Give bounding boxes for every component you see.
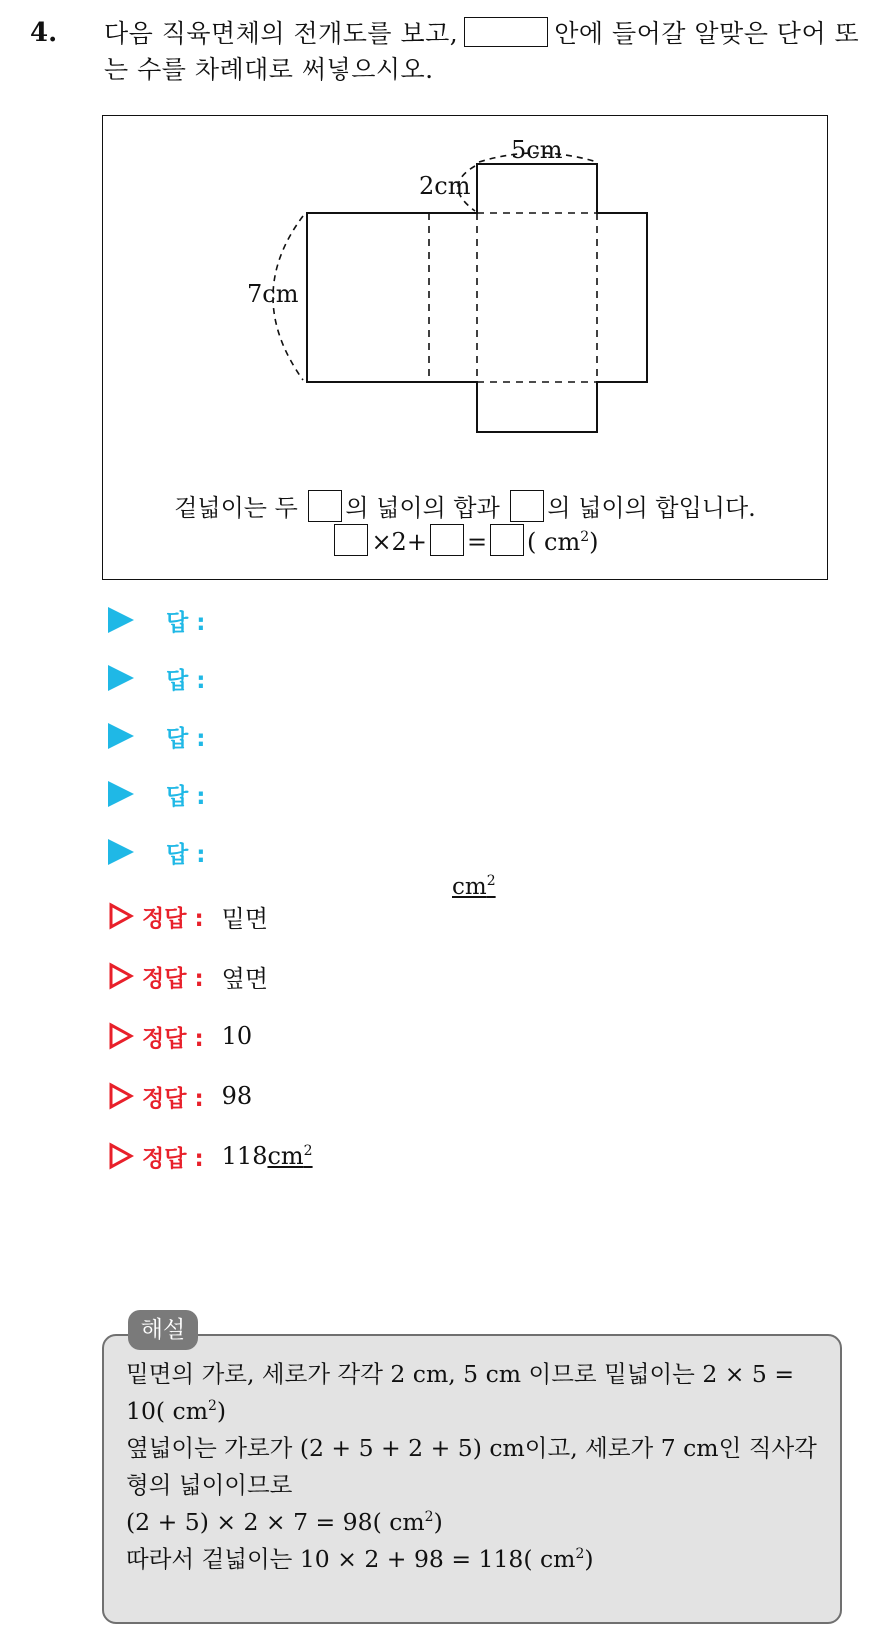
answer-label: 답 : <box>166 609 206 636</box>
play-triangle-icon <box>108 607 134 633</box>
explanation-line: 옆넓이는 가로가 (2 + 5 + 2 + 5) cm이고, 세로가 7 cm인 직사각 <box>126 1434 817 1462</box>
solution-value: 옆면 <box>221 964 269 993</box>
solution-value: 98 <box>221 1082 253 1110</box>
outline-triangle-icon <box>108 1022 134 1050</box>
label-5cm: 5cm <box>511 136 563 164</box>
answer-label: 답 : <box>166 783 206 810</box>
question-number: 4. <box>30 18 58 48</box>
solution-value-unit: $cm^2$ <box>267 1142 313 1170</box>
play-triangle-icon <box>108 665 134 691</box>
solution-row <box>108 956 268 996</box>
play-triangle-icon <box>108 723 134 749</box>
question-text <box>104 16 864 88</box>
explanation-line: (2 + 5) × 2 × 7 = 98( $cm^2$) <box>126 1508 443 1536</box>
play-triangle-icon <box>108 781 134 807</box>
solution-label: 정답 : <box>142 1025 204 1052</box>
blank-box-icon <box>464 17 548 47</box>
outline-triangle-icon <box>108 962 134 990</box>
solution-value: 10 <box>221 1022 253 1050</box>
solution-row <box>108 896 268 936</box>
net-figure <box>102 115 828 580</box>
formula-unit-sup: 2 <box>580 529 590 545</box>
outline-triangle-icon <box>108 1082 134 1110</box>
outline-triangle-icon <box>108 1142 134 1170</box>
formula-times: ×2+ <box>371 528 427 556</box>
formula-unit-close: ) <box>589 528 599 556</box>
solution-label: 정답 : <box>142 965 204 992</box>
answer-label: 답 : <box>166 725 206 752</box>
figure-caption <box>103 488 827 523</box>
question-text-after: 안에 들어갈 알맞은 단어 또는 수를 차례대로 써넣으시오. <box>104 19 860 84</box>
solution-label: 정답 : <box>142 905 204 932</box>
cuboid-net-diagram <box>103 116 829 486</box>
explanation-text <box>126 1356 826 1578</box>
question-text-before: 다음 직육면체의 전개도를 보고, <box>104 19 459 48</box>
answer-label: 답 : <box>166 667 206 694</box>
caption-part1: 겉넓이는 두 <box>174 494 298 522</box>
caption-part3: 의 넓이의 합입니다. <box>547 494 756 522</box>
label-7cm: 7cm <box>247 280 299 308</box>
answer-row[interactable] <box>108 718 205 754</box>
solution-value: 밑면 <box>221 904 269 933</box>
caption-part2: 의 넓이의 합과 <box>345 494 500 522</box>
solution-label: 정답 : <box>142 1145 204 1172</box>
blank-box-icon <box>430 524 464 556</box>
formula-eq: = <box>466 528 488 556</box>
answer-unit-text: cm <box>452 874 487 900</box>
explanation-line: 형의 넓이이므로 <box>126 1471 293 1499</box>
solution-value-number: 118 <box>221 1142 268 1170</box>
figure-formula <box>103 524 827 556</box>
explanation-line: 밑면의 가로, 세로가 각각 2 cm, 5 cm 이므로 밑넓이는 2 × 5 = <box>126 1360 795 1388</box>
play-triangle-icon <box>108 839 134 865</box>
blank-box-icon <box>334 524 368 556</box>
answer-row[interactable] <box>108 602 205 638</box>
formula-unit-open: ( cm <box>527 528 581 556</box>
explanation-tag: 해설 <box>128 1310 198 1350</box>
solution-label: 정답 : <box>142 1085 204 1112</box>
blank-box-icon <box>490 524 524 556</box>
label-2cm: 2cm <box>419 172 471 200</box>
answer-unit-sup: 2 <box>486 873 496 889</box>
solution-row <box>108 1076 252 1116</box>
blank-box-icon <box>308 490 342 522</box>
blank-box-icon <box>510 490 544 522</box>
outline-triangle-icon <box>108 902 134 930</box>
explanation-line: 따라서 겉넓이는 10 × 2 + 98 = 118( $cm^2$) <box>126 1545 594 1573</box>
answer-row[interactable] <box>108 660 205 696</box>
solution-row <box>108 1016 252 1056</box>
answer-label: 답 : <box>166 841 206 868</box>
explanation-line: 10( $cm^2$) <box>126 1397 227 1425</box>
answer-row[interactable] <box>108 776 205 812</box>
answer-unit <box>452 874 496 900</box>
answer-row[interactable] <box>108 834 205 870</box>
solution-row <box>108 1136 313 1176</box>
solution-value <box>222 1142 313 1170</box>
